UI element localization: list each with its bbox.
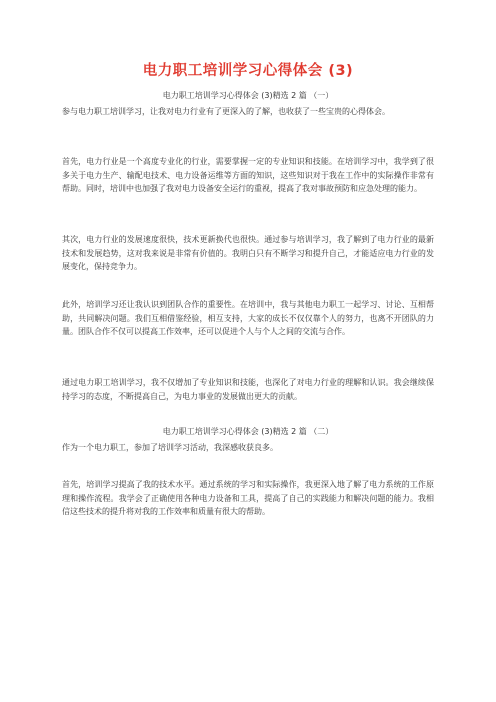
- intro-paragraph-2: 作为一个电力职工，参加了培训学习活动，我深感收获良多。: [62, 443, 278, 452]
- paragraph-2: 其次，电力行业的发展速度很快，技术更新换代也很快。通过参与培训学习，我了解到了电力行业的最新技术和发展趋势，这对我来说是非常有价值的。我明白只有不断学习和提升自己，才能适应电力行业的发展变化，保持竞争力。: [62, 235, 434, 272]
- paragraph-3: 此外，培训学习还让我认识到团队合作的重要性。在培训中，我与其他电力职工一起学习、讨论、互相帮助，共同解决问题。我们互相借鉴经验，相互支持，大家的成长不仅仅靠个人的努力，也离不开团队的力量。团队合作不仅可以提高工作效率，还可以促进个人与个人之间的交流与合作。: [62, 300, 434, 337]
- intro-paragraph: 参与电力职工培训学习，让我对电力行业有了更深入的了解，也收获了一些宝贵的心得体会。: [62, 107, 390, 116]
- document-title: 电力职工培训学习心得体会 (3): [142, 63, 354, 79]
- paragraph-5: 首先，培训学习提高了我的技术水平。通过系统的学习和实际操作，我更深入地了解了电力系统的工作原理和操作流程。我学会了正确使用各种电力设备和工具，提高了自己的实践能力和解决问题的能力。我相信这些技术的提升将对我的工作效率和质量有很大的帮助。: [62, 480, 434, 517]
- section-subtitle-1: 电力职工培训学习心得体会 (3)精选 2 篇 （一）: [162, 91, 334, 100]
- paragraph-1: 首先，电力行业是一个高度专业化的行业，需要掌握一定的专业知识和技能。在培训学习中，我学到了很多关于电力生产、输配电技术、电力设备运维等方面的知识，这些知识对于我在工作中的实际操作非常有帮助。同时，培训中也加强了我对电力设备安全运行的重视，提高了我对事故预防和应急处理的能力。: [62, 157, 434, 194]
- paragraph-4: 通过电力职工培训学习，我不仅增加了专业知识和技能，也深化了对电力行业的理解和认识。我会继续保持学习的态度，不断提高自己，为电力事业的发展做出更大的贡献。: [62, 378, 434, 401]
- section-subtitle-2: 电力职工培训学习心得体会 (3)精选 2 篇 （二）: [162, 427, 334, 436]
